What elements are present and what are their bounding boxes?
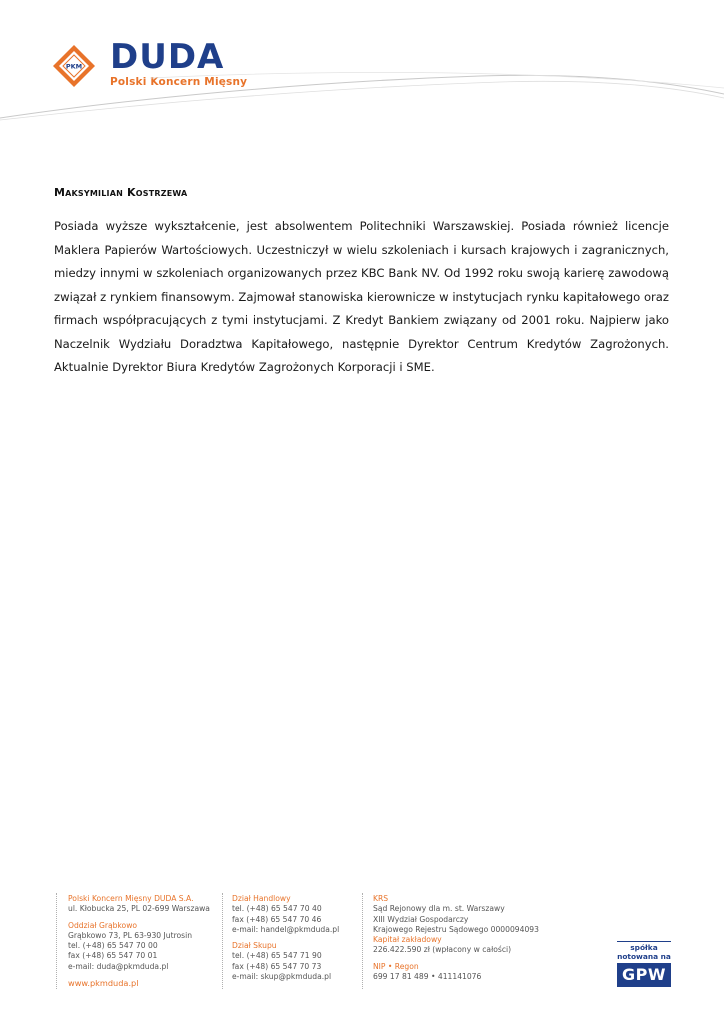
logo-subtitle: Polski Koncern Mięsny [110, 76, 248, 88]
gpw-caption-line2: notowana na [617, 951, 671, 961]
krs-heading: KRS [373, 894, 389, 903]
branch-fax: fax (+48) 65 547 70 01 [68, 951, 158, 961]
nip-regon-heading: NIP • Regon [373, 961, 419, 971]
footer-divider [362, 893, 363, 989]
footer-registry-column [373, 894, 573, 982]
gpw-caption [617, 941, 671, 963]
branch-tel: tel. (+48) 65 547 70 00 [68, 941, 158, 951]
sales-fax: fax (+48) 65 547 70 46 [232, 914, 322, 924]
footer-company-column [68, 894, 218, 988]
sales-dept-name: Dział Handlowy [232, 894, 291, 903]
krs-line: XIII Wydział Gospodarczy [373, 914, 469, 924]
person-bio: Posiada wyższe wykształcenie, jest absolwentem Politechniki Warszawskiej. Posiada również licencje Maklera Papierów Wartościowych. Uczestniczył w wielu szkoleniach i kursach krajowych i zagranicznych, miedzy innymi w szkoleniach organizowanych przez KBC Bank NV. Od 1992 roku swoją karierę zawodową związał z rynkiem finansowym. Zajmował stanowiska kierownicze w instytucjach rynku kapitałowego oraz firmach współpracujących z tymi instytucjami. Z Kredyt Bankiem związany od 2001 roku. Najpierw jako Naczelnik Wydziału Doradztwa Kapitałowego, następnie Dyrektor Centrum Kredytów Zagrożonych. Aktualnie Dyrektor Biura Kredytów Zagrożonych Korporacji i SME. [54, 219, 669, 374]
logo-badge: PKM [65, 62, 83, 71]
footer-divider [56, 893, 57, 989]
header-swoosh [0, 60, 724, 130]
capital-value: 226.422.590 zł (wpłacony w całości) [373, 945, 512, 955]
krs-line: Sąd Rejonowy dla m. st. Warszawy [373, 904, 505, 914]
person-name: Maksymilian Kostrzewa [54, 186, 188, 199]
purchase-email[interactable]: e-mail: skup@pkmduda.pl [232, 972, 332, 982]
sales-email[interactable]: e-mail: handel@pkmduda.pl [232, 924, 340, 934]
website-link[interactable]: www.pkmduda.pl [68, 978, 139, 989]
purchase-fax: fax (+48) 65 547 70 73 [232, 961, 322, 971]
footer-divider [222, 893, 223, 989]
purchase-tel: tel. (+48) 65 547 71 90 [232, 951, 322, 961]
sales-tel: tel. (+48) 65 547 70 40 [232, 904, 322, 914]
gpw-logo: GPW [617, 963, 671, 987]
purchase-dept-name: Dział Skupu [232, 941, 277, 951]
footer-departments-column [232, 894, 358, 982]
branch-email[interactable]: e-mail: duda@pkmduda.pl [68, 961, 169, 971]
gpw-listing-badge [617, 941, 671, 987]
logo-wordmark: DUDA [110, 37, 225, 77]
branch-address: Grąbkowo 73, PL 63-930 Jutrosin [68, 930, 193, 940]
gpw-caption-line1: spółka [630, 943, 658, 952]
capital-heading: Kapitał zakładowy [373, 935, 442, 945]
krs-line: Krajowego Rejestru Sądowego 0000094093 [373, 924, 539, 934]
company-name: Polski Koncern Mięsny DUDA S.A. [68, 894, 194, 903]
nip-regon-value: 699 17 81 489 • 411141076 [373, 972, 482, 982]
branch-name: Oddział Grąbkowo [68, 920, 138, 930]
company-address: ul. Kłobucka 25, PL 02-699 Warszawa [68, 904, 210, 914]
